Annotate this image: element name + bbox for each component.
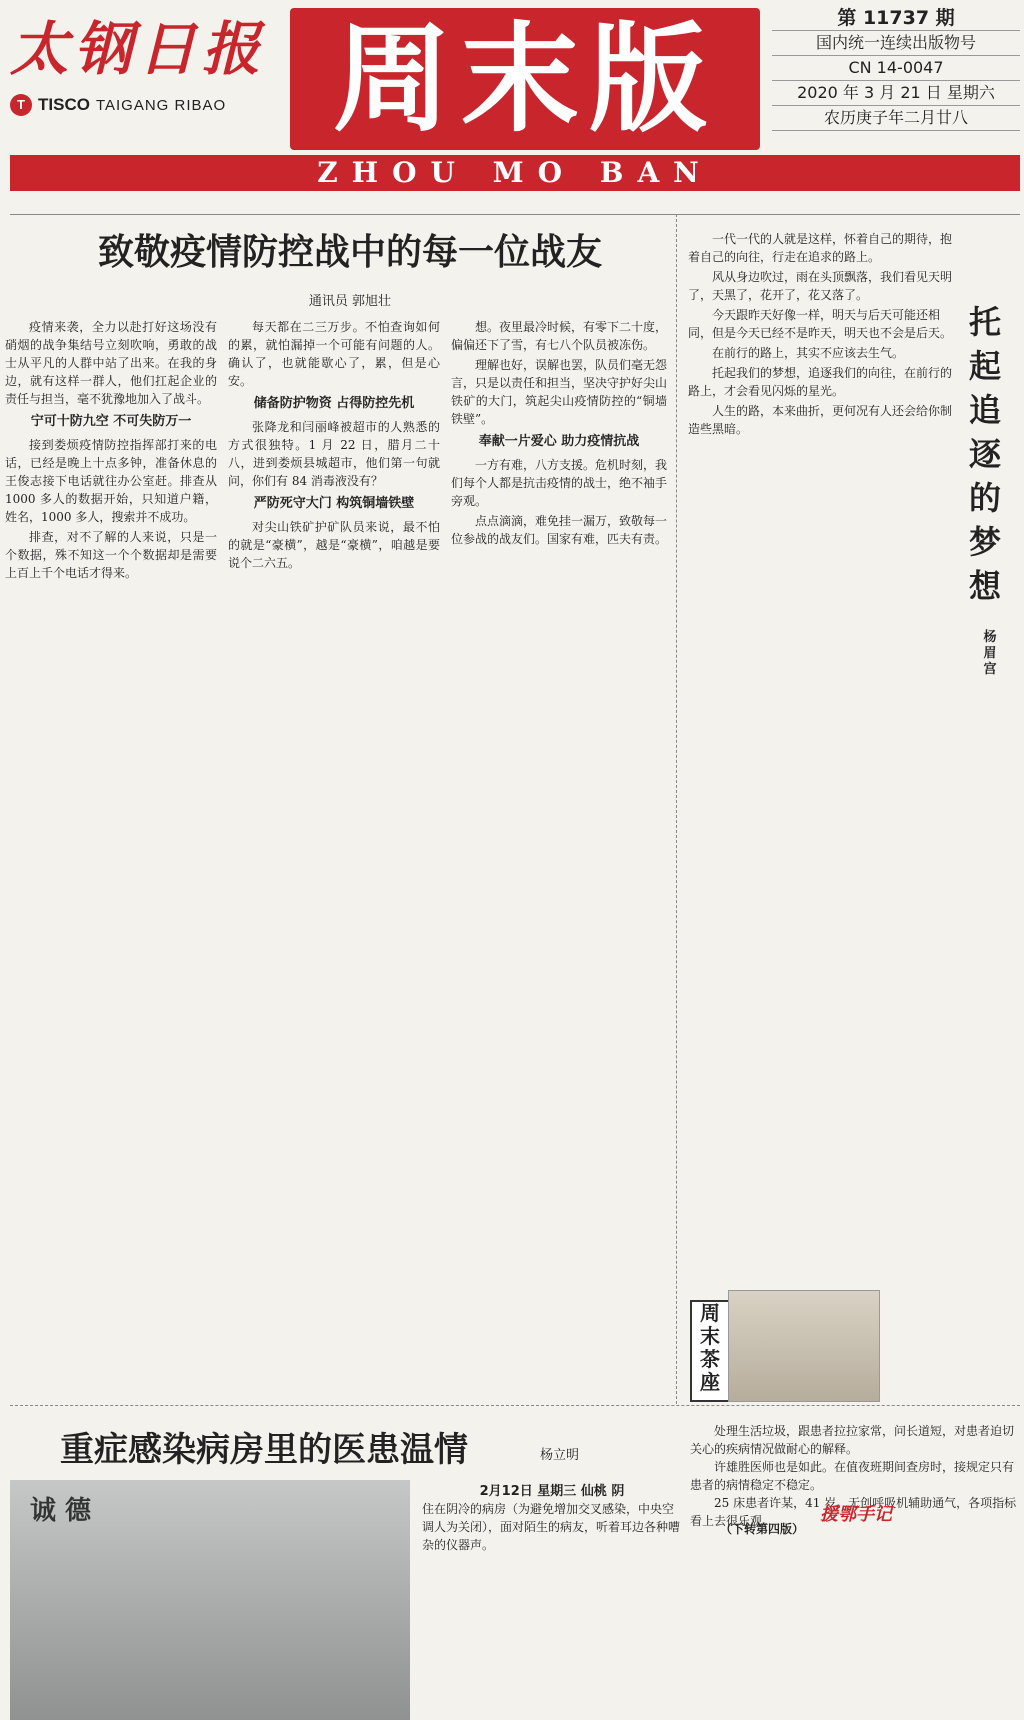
- section-heading: 储备防护物资 占得防控先机: [253, 396, 415, 411]
- paragraph: 每天都在二三万步。不怕查询如何的累，就怕漏掉一个可能有问题的人。确认了，也就能歇心了，累，但是心安。: [228, 320, 440, 388]
- article-byline: 通讯员 郭旭壮: [308, 294, 392, 309]
- paragraph: 点点滴滴，难免挂一漏万，致敬每一位参战的战友们。国家有难，匹夫有责。: [451, 514, 667, 546]
- paragraph: 一代一代的人就是这样，怀着自己的期待，抱着自己的向往，行走在追求的路上。: [688, 232, 953, 264]
- section-heading: 严防死守大门 构筑铜墙铁壁: [253, 496, 415, 511]
- paragraph: 一方有难，八方支援。危机时刻，我们每个人都是抗击疫情的战士，绝不袖手旁观。: [451, 458, 667, 508]
- tisco-logo-icon: T: [10, 94, 32, 116]
- section-heading: 宁可十防九空 不可失防万一: [30, 414, 192, 429]
- column-tag: 周末茶座: [690, 1300, 730, 1402]
- lunar-date: 农历庚子年二月廿八: [772, 106, 1020, 131]
- article-column: [422, 1500, 682, 1552]
- ribao-pinyin: TAIGANG RIBAO: [95, 96, 227, 114]
- paragraph: 排查，对不了解的人来说，只是一个数据，殊不知这一个个数据却是需要上百上千个电话才得来。: [5, 530, 217, 580]
- serial-label: 国内统一连续出版物号: [772, 31, 1020, 56]
- continued-note: （下转第四版）: [720, 1522, 805, 1536]
- brand-subline: [10, 94, 310, 116]
- cn-number: CN 14-0047: [772, 56, 1020, 81]
- paragraph: 想。夜里最冷时候，有零下二十度，偏偏还下了雪，有七八个队员被冻伤。: [451, 320, 667, 352]
- diary-date: 2月12日 星期三 仙桃 阴: [479, 1484, 625, 1499]
- essay-title: 托起追逐的梦想: [968, 303, 1001, 605]
- paragraph: 疫情来袭，全力以赴打好这场没有硝烟的战争集结号立刻吹响，勇敢的战士从平凡的人群中站了出来。在我的身边，就有这样一群人，他们扛起企业的责任与担当，毫不犹豫地加入了战斗。: [5, 320, 217, 406]
- issue-number: 第 11737 期: [772, 6, 1020, 31]
- column-signature: 援鄂手记: [820, 1504, 892, 1525]
- paragraph: 人生的路，本来曲折，更何况有人还会给你制造些黑暗。: [688, 404, 953, 436]
- article-column: [228, 318, 440, 1398]
- paragraph: 25 床患者许某，41 岁。无创呼吸机辅助通气，各项指标看上去很乐观。: [690, 1496, 1017, 1528]
- zhoumo-banner: [10, 155, 1020, 191]
- essay-body: [688, 230, 953, 1400]
- divider: [10, 214, 1020, 215]
- weekend-edition-title: 周末版: [332, 10, 717, 148]
- divider: [676, 214, 677, 1404]
- brand-title-cn: 太钢日报: [10, 15, 267, 83]
- paragraph: 许雄胜医师也是如此。在值夜班期间查房时，接规定只有患者的病情稳定不稳定。: [690, 1460, 1015, 1492]
- teacup-image: [728, 1290, 880, 1402]
- article-headline: 重症感染病房里的医患温情: [60, 1430, 468, 1470]
- paragraph: 风从身边吹过，雨在头顶飘落，我们看见天明了，天黑了，花开了，花又落了。: [688, 270, 953, 302]
- article-author: 杨立明: [540, 1448, 580, 1463]
- newspaper-brand: [10, 14, 310, 114]
- paragraph: 住在阴冷的病房（为避免增加交叉感染，中央空调人为关闭），面对陌生的病友，听着耳边各种嘈杂的仪器声。: [422, 1502, 681, 1552]
- issue-info: [772, 6, 1020, 156]
- paragraph: 张降龙和闫丽峰被超市的人熟悉的方式很独特。1 月 22 日，腊月二十八，进到娄烦县城超市，他们第一句就问，你们有 84 消毒液没有？: [228, 420, 440, 488]
- paragraph: 处理生活垃圾，跟患者拉拉家常，问长道短，对患者迫切关心的疾病情况做耐心的解释。: [690, 1424, 1015, 1456]
- paragraph: 在前行的路上，其实不应该去生气。: [712, 346, 905, 360]
- paragraph: 今天跟昨天好像一样，明天与后天可能还相同，但是今天已经不是昨天，明天也不会是后天。: [688, 308, 953, 340]
- issue-date: 2020 年 3 月 21 日 星期六: [772, 81, 1020, 106]
- weekend-edition-banner: [290, 8, 760, 150]
- paragraph: 接到娄烦疫情防控指挥部打来的电话，已经是晚上十点多钟，准备休息的王俊志接下电话就往办公室赶。排查从 1000 多人的数据开始，只知道户籍，姓名，1000 多人，搜索并不成功。: [5, 438, 217, 524]
- paragraph: 托起我们的梦想，追逐我们的向往，在前行的路上，才会看见闪烁的星光。: [688, 366, 953, 398]
- article-headline: 致敬疫情防控战中的每一位战友: [97, 231, 602, 273]
- zhoumo-pinyin: ZHOU MO BAN: [317, 156, 713, 189]
- article-column: [5, 318, 217, 1398]
- paragraph: 对尖山铁矿护矿队员来说，最不怕的就是“豪横”，越是“豪横”，咱越是要说个二六五。: [228, 520, 440, 570]
- article-column: [451, 318, 667, 1398]
- paragraph: 理解也好，误解也罢，队员们毫无怨言，只是以责任和担当，坚决守护好尖山铁矿的大门，筑起尖山疫情防控的“铜墙铁壁”。: [451, 358, 667, 426]
- essay-author: 杨眉宫: [983, 630, 997, 677]
- tisco-label: TISCO: [38, 95, 90, 114]
- section-heading: 奉献一片爱心 助力疫情抗战: [478, 434, 640, 449]
- photo-banner-text: 诚 德: [30, 1496, 92, 1526]
- divider: [10, 1405, 1020, 1406]
